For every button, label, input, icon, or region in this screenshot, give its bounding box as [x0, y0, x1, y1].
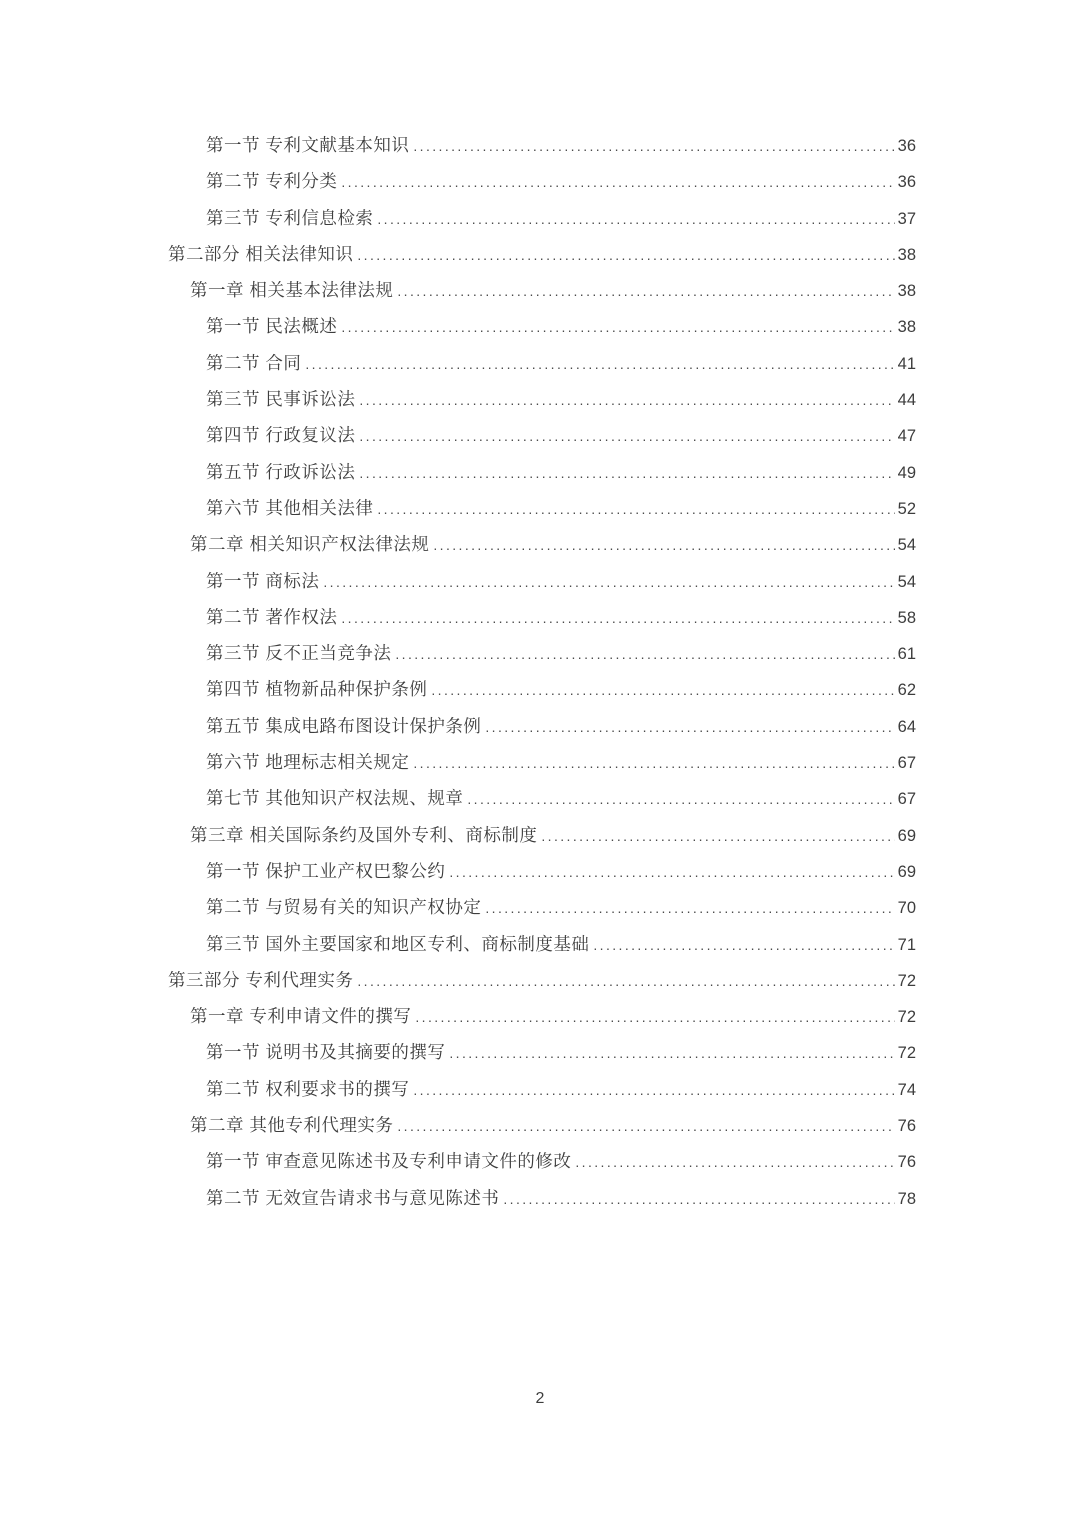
- toc-entry-page: 54: [897, 536, 916, 555]
- toc-entry-label: 第五节 行政诉讼法: [206, 461, 356, 482]
- toc-entry-page: 67: [897, 754, 916, 773]
- toc-entry-page: 36: [897, 173, 916, 192]
- toc-entry-page: 67: [897, 790, 916, 809]
- toc-entry-label: 第六节 地理标志相关规定: [206, 752, 410, 773]
- dot-leader: [485, 708, 894, 745]
- toc-entry-label: 第三节 反不正当竞争法: [206, 643, 392, 664]
- dot-leader: [341, 308, 894, 345]
- dot-leader: [503, 1180, 894, 1217]
- dot-leader: [341, 163, 894, 200]
- toc-entry-row: [168, 853, 916, 889]
- toc-entry-page: 44: [897, 391, 916, 410]
- toc-entry-page: 36: [897, 137, 916, 155]
- dot-leader: [341, 599, 894, 636]
- toc-entry-row: [168, 526, 916, 562]
- toc-entry-label: 第二节 与贸易有关的知识产权协定: [206, 897, 482, 918]
- toc-entry-row: [168, 1143, 916, 1179]
- toc-entry-row: [168, 200, 916, 236]
- dot-leader: [449, 853, 894, 890]
- toc-entry-page: 71: [897, 935, 916, 954]
- toc-entry-page: 72: [897, 971, 916, 990]
- dot-leader: [323, 563, 894, 600]
- dot-leader: [305, 345, 894, 382]
- toc-entry-row: [168, 1107, 916, 1143]
- toc-entry-label: 第三节 民事诉讼法: [206, 389, 356, 410]
- dot-leader: [413, 127, 894, 164]
- dot-leader: [359, 417, 894, 454]
- toc-entry-label: 第二章 相关知识产权法律法规: [190, 534, 430, 555]
- toc-entry-label: 第一节 保护工业产权巴黎公约: [206, 860, 446, 881]
- toc-entry-label: 第一章 相关基本法律法规: [190, 280, 394, 301]
- toc-entry-label: 第四节 植物新品种保护条例: [206, 679, 428, 700]
- toc-entry-row: [168, 780, 916, 816]
- toc-entry-page: 69: [897, 826, 916, 845]
- toc-entry-label: 第一节 商标法: [206, 570, 320, 591]
- toc-entry-label: 第一节 民法概述: [206, 316, 338, 337]
- toc-entry-page: 41: [897, 354, 916, 373]
- toc-entry-label: 第二节 无效宣告请求书与意见陈述书: [206, 1187, 500, 1208]
- dot-leader: [377, 200, 894, 237]
- toc-entry-label: 第六节 其他相关法律: [206, 497, 374, 518]
- dot-leader: [377, 490, 894, 527]
- toc-entry-page: 62: [897, 681, 916, 700]
- toc-entry-label: 第二章 其他专利代理实务: [190, 1115, 394, 1136]
- dot-leader: [359, 381, 894, 418]
- toc-entry-row: [168, 926, 916, 962]
- toc-entry-page: 38: [897, 282, 916, 301]
- toc-list: [168, 127, 916, 1216]
- dot-leader: [431, 671, 894, 708]
- toc-entry-row: [168, 308, 916, 344]
- toc-entry-page: 38: [897, 318, 916, 337]
- toc-entry-page: 58: [897, 608, 916, 627]
- toc-entry-row: [168, 817, 916, 853]
- toc-entry-row: [168, 1071, 916, 1107]
- dot-leader: [541, 817, 894, 854]
- toc-entry-label: 第七节 其他知识产权法规、规章: [206, 788, 464, 809]
- toc-entry-row: [168, 962, 916, 998]
- toc-entry-page: 76: [897, 1117, 916, 1136]
- toc-entry-label: 第二节 专利分类: [206, 171, 338, 192]
- toc-entry-label: 第一节 审查意见陈述书及专利申请文件的修改: [206, 1151, 572, 1172]
- toc-entry-page: 38: [897, 245, 916, 264]
- dot-leader: [449, 1034, 894, 1071]
- toc-entry-label: 第三章 相关国际条约及国外专利、商标制度: [190, 824, 538, 845]
- page-footer: [0, 1390, 1080, 1408]
- toc-entry-page: 70: [897, 899, 916, 918]
- toc-entry-row: [168, 671, 916, 707]
- dot-leader: [397, 272, 894, 309]
- toc-entry-label: 第一节 专利文献基本知识: [206, 135, 410, 155]
- toc-entry-page: 74: [897, 1080, 916, 1099]
- toc-entry-row: [168, 635, 916, 671]
- toc-entry-page: 52: [897, 499, 916, 518]
- dot-leader: [415, 998, 894, 1035]
- toc-entry-row: [168, 744, 916, 780]
- toc-entry-row: [168, 127, 916, 163]
- toc-entry-row: [168, 599, 916, 635]
- toc-entry-row: [168, 1034, 916, 1070]
- toc-entry-label: 第四节 行政复议法: [206, 425, 356, 446]
- dot-leader: [359, 454, 894, 491]
- toc-entry-page: 72: [897, 1008, 916, 1027]
- toc-entry-label: 第二节 著作权法: [206, 606, 338, 627]
- toc-entry-row: [168, 1180, 916, 1216]
- toc-entry-label: 第一章 专利申请文件的撰写: [190, 1006, 412, 1027]
- toc-entry-row: [168, 163, 916, 199]
- dot-leader: [395, 635, 894, 672]
- toc-entry-page: 69: [897, 862, 916, 881]
- toc-entry-row: [168, 490, 916, 526]
- toc-entry-label: 第五节 集成电路布图设计保护条例: [206, 715, 482, 736]
- toc-entry-row: [168, 563, 916, 599]
- dot-leader: [413, 744, 894, 781]
- toc-entry-page: 76: [897, 1153, 916, 1172]
- toc-entry-label: 第二节 合同: [206, 352, 302, 373]
- toc-entry-label: 第三节 国外主要国家和地区专利、商标制度基础: [206, 933, 590, 954]
- toc-entry-row: [168, 345, 916, 381]
- toc-entry-row: [168, 708, 916, 744]
- toc-entry-page: 47: [897, 427, 916, 446]
- toc-entry-page: 61: [897, 645, 916, 664]
- dot-leader: [467, 780, 894, 817]
- toc-entry-row: [168, 381, 916, 417]
- dot-leader: [593, 926, 894, 963]
- toc-entry-page: 37: [897, 209, 916, 228]
- toc-entry-label: 第二部分 相关法律知识: [168, 243, 354, 264]
- toc-entry-row: [168, 417, 916, 453]
- toc-entry-label: 第二节 权利要求书的撰写: [206, 1078, 410, 1099]
- toc-entry-page: 49: [897, 463, 916, 482]
- dot-leader: [413, 1071, 894, 1108]
- toc-entry-row: [168, 454, 916, 490]
- toc-entry-page: 54: [897, 572, 916, 591]
- dot-leader: [575, 1143, 894, 1180]
- dot-leader: [433, 526, 894, 563]
- footer-page-number: 2: [535, 1390, 545, 1407]
- toc-entry-page: 72: [897, 1044, 916, 1063]
- dot-leader: [485, 889, 894, 926]
- toc-entry-page: 64: [897, 717, 916, 736]
- toc-entry-row: [168, 998, 916, 1034]
- toc-entry-label: 第三节 专利信息检索: [206, 207, 374, 228]
- toc-entry-label: 第一节 说明书及其摘要的撰写: [206, 1042, 446, 1063]
- dot-leader: [357, 236, 894, 273]
- toc-entry-row: [168, 889, 916, 925]
- dot-leader: [397, 1107, 894, 1144]
- toc-entry-page: 78: [897, 1189, 916, 1208]
- dot-leader: [357, 962, 894, 999]
- toc-entry-row: [168, 236, 916, 272]
- toc-entry-label: 第三部分 专利代理实务: [168, 969, 354, 990]
- toc-entry-row: [168, 272, 916, 308]
